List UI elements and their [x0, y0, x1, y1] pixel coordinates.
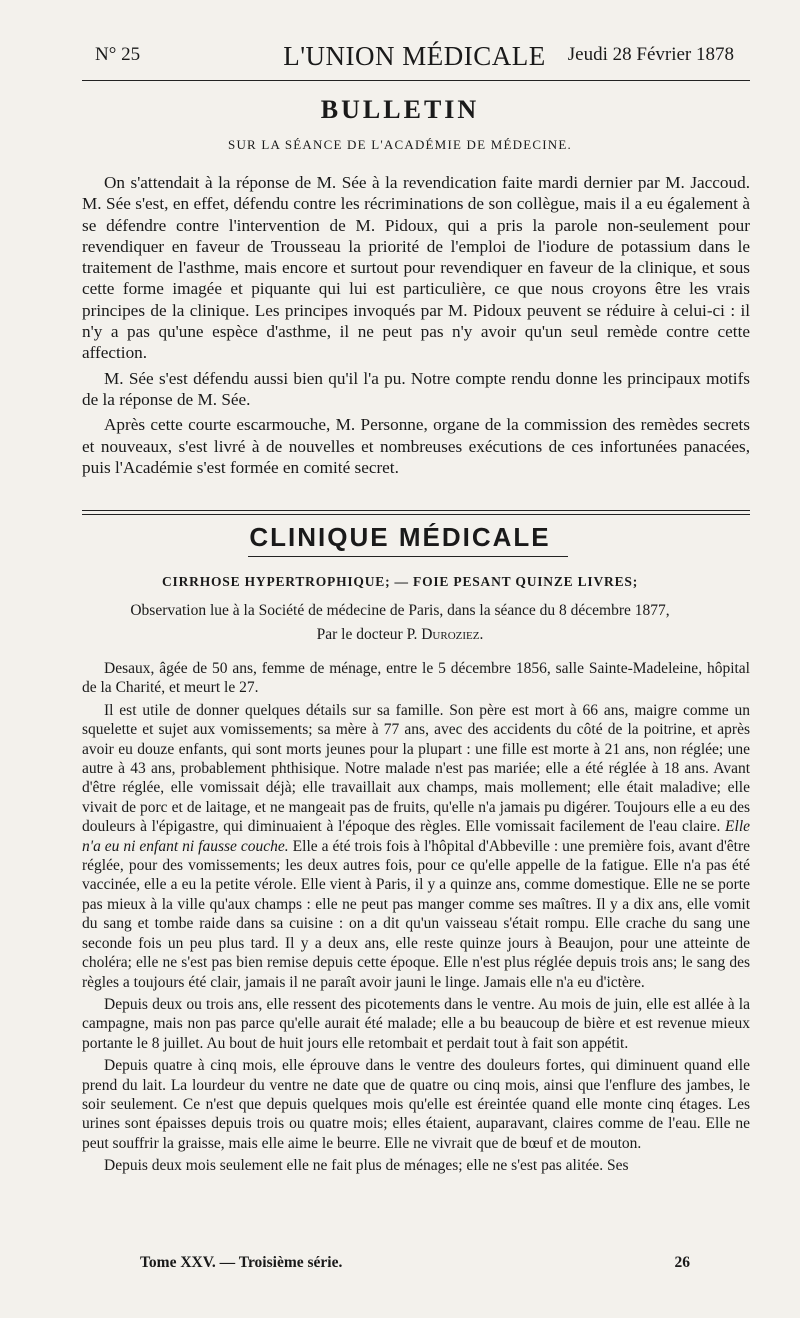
clinique-heading-rule: [248, 556, 568, 557]
article-italic-phrase: Elle n'a eu ni enfant ni fausse couche.: [82, 818, 751, 855]
bulletin-heading: BULLETIN: [320, 95, 480, 124]
article-paragraph-text: Il est utile de donner quelques détails sur sa famille. Son père est mort à 66 ans, maigre comme un squelette et sujet aux vomissements; sa mère à 77 ans, avec des accidents du côté de la poitrine, et après avoir eu douze enfants, qui sont morts jeunes pour la plupart : une fille est morte à 21 ans, non réglée; une autre à 43 ans, probablement phthisique. Notre malade n'est pas mariée; elle a été réglée à 18 ans. Avant d'être réglée, elle vomissait déjà; elle travaillait aux champs, mais mollement; elle était maladive; elle vivait de porc et de laitage, et ne mangeait pas de fruits, qu'elle n'a jamais pu digérer. Toujours elle a eu des douleurs à l'épigastre, qui diminuaient à l'époque des règles. Elle vomissait facilement de l'eau claire.: [82, 701, 750, 836]
bulletin-paragraph: Après cette courte escarmouche, M. Personne, organe de la commission des remèdes secrets et nouveaux, s'est livré à de nouvelles et nombreuses exécutions de ces infortunées panacées, puis l'Académie s'est formée en comité secret.: [82, 415, 750, 477]
volume-info: Tome XXV. — Troisième série.: [140, 1254, 343, 1271]
bulletin-paragraph: On s'attendait à la réponse de M. Sée à la revendication faite mardi dernier par M. Jaccoud. M. Sée s'est, en effet, défendu contre les récriminations de son collègue, mais il a eu également à se défendre contre l'intervention de M. Pidoux, qui a pris la parole non-seulement pour revendiquer en faveur de Trousseau la priorité de l'emploi de l'iodure de potassium dans le traitement de l'asthme, mais encore et surtout pour revendiquer en faveur de la clinique, et sous cette forme imagée et piquante qui lui est particulière, ce que nous croyons être les vrais principes de la clinique. Les principes invoqués par M. Pidoux peuvent se réduire à celui-ci : il n'y a pas qu'une espèce d'asthme, il ne peut pas n'y avoir qu'un seul remède contre cette affection.: [82, 173, 750, 363]
article-paragraph: Desaux, âgée de 50 ans, femme de ménage, entre le 5 décembre 1856, salle Sainte-Madeleine, hôpital de la Charité, et meurt le 27.: [82, 660, 750, 697]
bulletin-body: [82, 172, 750, 482]
header-rule: [82, 80, 750, 81]
page-header: [95, 41, 734, 74]
article-paragraph: Depuis quatre à cinq mois, elle éprouve dans le ventre des douleurs fortes, qui diminuent quand elle prend du lait. La lourdeur du ventre ne date que de quatre ou cinq mois, ainsi que l'enflure des jambes, le soir seulement. Ce n'est que depuis quelques mois qu'elle est éreintée quand elle monte cinq étages. Les urines sont épaisses depuis trois ou quatre mois; elles étaient, auparavant, claires comme de l'eau. Elle ne peut souffrir la graisse, mais elle aime le beurre. Elle ne vivrait que de bœuf et de mouton.: [82, 1057, 750, 1152]
author-name: Duroziez.: [421, 626, 484, 643]
article-observation: Observation lue à la Société de médecine de Paris, dans la séance du 8 décembre 1877,: [130, 602, 670, 619]
article-paragraph: [82, 701, 750, 992]
section-rule-bottom: [82, 514, 750, 515]
article-paragraph: Depuis deux ou trois ans, elle ressent des picotements dans le ventre. Au mois de juin, elle est allée à la campagne, mais non pas parce qu'elle aurait été malade; elle a bu beaucoup de bière et est revenue mieux portante le 8 juillet. Au bout de huit jours elle retombait et perdait tout à fait son appétit.: [82, 995, 750, 1052]
article-paragraph: Depuis deux mois seulement elle ne fait plus de ménages; elle ne s'est pas alitée. Ses: [104, 1157, 629, 1175]
author-prefix: Par le docteur P.: [316, 626, 422, 643]
bulletin-paragraph: M. Sée s'est défendu aussi bien qu'il l'a pu. Notre compte rendu donne les principaux motifs de la réponse de M. Sée.: [82, 368, 750, 409]
clinique-heading: CLINIQUE MÉDICALE: [249, 522, 551, 552]
article-body: [82, 659, 750, 1179]
journal-title: L'UNION MÉDICALE: [283, 41, 546, 71]
article-author: [0, 626, 800, 644]
issue-number: N° 25: [95, 44, 141, 65]
article-paragraph-text: Elle a été trois fois à l'hôpital d'Abbeville : une première fois, avant d'être réglée, pour des vomissements; les deux autres fois, pour ce qu'elle appelle de la fatigue. Elle n'a pas été vaccinée, elle a eu la petite vérole. Elle vient à Paris, il y a quinze ans, comme domestique. Elle ne se porte pas mieux à la ville qu'aux champs : elle ne peut pas manger comme ses maîtres. Il y a dix ans, elle vomit du sang et tombe raide dans sa cuisine : on a dit qu'un vaisseau s'était rompu. Elle crache du sang une seconde fois un peu plus tard. Il y a deux ans, elle reste quinze jours à Beaujon, pour une atteinte de choléra; elle ne s'est pas bien remise depuis cette époque. Elle n'est plus réglée depuis trois ans; le sang des règles a toujours été clair, jamais il ne paraît avoir jauni le linge. Jamais elle n'a eu d'ictère.: [82, 837, 750, 991]
bulletin-subheading: SUR LA SÉANCE DE L'ACADÉMIE DE MÉDECINE.: [228, 137, 572, 152]
article-title: CIRRHOSE HYPERTROPHIQUE; — FOIE PESANT QUINZE LIVRES;: [162, 574, 638, 589]
issue-date: Jeudi 28 Février 1878: [567, 44, 734, 65]
page-number: 26: [674, 1254, 690, 1271]
section-rule-top: [82, 510, 750, 511]
